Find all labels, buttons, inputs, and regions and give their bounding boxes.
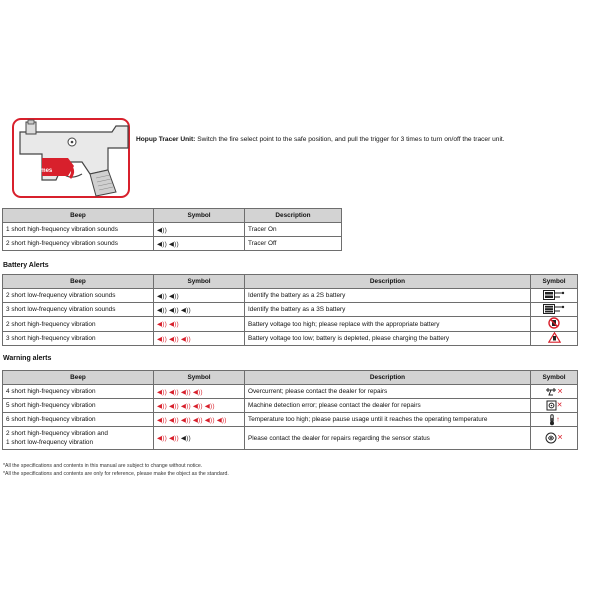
vibration-sound-icon: ◀)) — [168, 335, 181, 343]
beep-line: 2 short high-frequency vibration and — [6, 430, 108, 437]
beep-symbol — [154, 317, 245, 332]
footnote: *All the specifications and contents in this manual are subject to change without notice. — [3, 463, 203, 469]
description-cell: Identify the battery as a 3S battery — [245, 303, 531, 317]
beep-symbol — [154, 332, 245, 346]
description-cell: Tracer Off — [245, 237, 342, 251]
vibration-sound-icon: ◀)) — [157, 416, 169, 424]
vibration-sound-icon: ◀)) — [168, 306, 181, 314]
vibration-sound-icon: ◀)) — [216, 416, 227, 424]
beep-cell: 3 short low-frequency vibration sounds — [3, 303, 154, 317]
table-row — [3, 289, 578, 303]
table-row — [3, 413, 578, 427]
beep-cell: 2 short high-frequency vibration sounds — [3, 237, 154, 251]
vibration-sound-icon: ◀)) — [168, 292, 179, 300]
vibration-sound-icon: ◀)) — [157, 435, 169, 442]
description-cell: Battery voltage too high; please replace with the appropriate battery — [245, 317, 531, 332]
table-header-row — [3, 371, 578, 385]
hopup-instruction — [136, 136, 505, 143]
table-row — [3, 317, 578, 332]
vibration-sound-icon: ◀)) — [157, 306, 169, 314]
vibration-sound-icon: ◀)) — [204, 402, 215, 410]
description-cell: Identify the battery as a 2S battery — [245, 289, 531, 303]
vibration-sound-icon: ◀)) — [192, 388, 203, 396]
col-header: Description — [245, 209, 342, 223]
beep-cell: 2 short high-frequency vibration — [3, 317, 154, 332]
col-header: Symbol — [154, 275, 245, 289]
battery-warning-icon — [531, 332, 578, 346]
beep-symbol — [154, 399, 245, 413]
battery-table — [2, 274, 578, 346]
beep-cell: 3 short high-frequency vibration — [3, 332, 154, 346]
description-cell: Overcurrent; please contact the dealer for repairs — [245, 385, 531, 399]
description-cell: Temperature too high; please pause usage until it reaches the operating temperature — [245, 413, 531, 427]
warning-table — [2, 370, 578, 450]
col-header: Description — [245, 275, 531, 289]
vibration-sound-icon: ◀)) — [180, 306, 191, 314]
col-header: Beep — [3, 275, 154, 289]
beep-symbol — [154, 289, 245, 303]
beep-cell: 1 short high-frequency vibration sounds — [3, 223, 154, 237]
col-header: Beep — [3, 209, 154, 223]
table-row — [3, 332, 578, 346]
vibration-sound-icon: ◀)) — [157, 292, 169, 300]
vibration-sound-icon: ◀)) — [157, 388, 169, 396]
description-cell: Please contact the dealer for repairs regarding the sensor status — [245, 427, 531, 450]
vibration-sound-icon: ◀)) — [192, 416, 205, 424]
table-header-row — [3, 275, 578, 289]
vibration-sound-icon: ◀)) — [168, 402, 181, 410]
beep-symbol — [154, 303, 245, 317]
vibration-sound-icon: ◀)) — [192, 402, 205, 410]
beep-cell: 4 short high-frequency vibration — [3, 385, 154, 399]
table-row — [3, 399, 578, 413]
tracer-table — [2, 208, 342, 251]
col-header: Beep — [3, 371, 154, 385]
overcurrent-icon: ✕ — [531, 385, 578, 399]
vibration-sound-icon: ◀)) — [204, 416, 217, 424]
beep-symbol — [154, 427, 245, 450]
beep-cell: 5 short high-frequency vibration — [3, 399, 154, 413]
sensor-error-icon: ✕ — [531, 427, 578, 450]
table-row — [3, 427, 578, 450]
col-header: Description — [245, 371, 531, 385]
beep-cell — [3, 427, 154, 450]
col-header: Symbol — [154, 371, 245, 385]
warning-section-title: Warning alerts — [3, 355, 52, 362]
table-row — [3, 385, 578, 399]
beep-symbol — [154, 385, 245, 399]
vibration-sound-icon: ◀)) — [157, 402, 169, 410]
beep-symbol — [154, 413, 245, 427]
hopup-text: Switch the fire select point to the safe position, and pull the trigger for 3 times to turn on/off the tracer unit. — [195, 136, 505, 143]
table-header-row — [3, 209, 342, 223]
callout-label: 3 Times — [30, 168, 53, 174]
vibration-sound-icon: ◀)) — [168, 435, 181, 442]
battery-section-title: Battery Alerts — [3, 262, 49, 269]
machine-error-icon: ✕ — [531, 399, 578, 413]
vibration-sound-icon: ◀)) — [180, 416, 193, 424]
vibration-sound-icon: ◀)) — [180, 388, 193, 396]
beep-line: 1 short low-frequency vibration — [6, 439, 94, 446]
description-cell: Machine detection error; please contact the dealer for repairs — [245, 399, 531, 413]
vibration-sound-icon: ◀)) — [168, 416, 181, 424]
vibration-sound-icon: ◀)) — [168, 321, 179, 328]
table-row — [3, 223, 342, 237]
col-header: Symbol — [531, 371, 578, 385]
temperature-icon: ↑ — [531, 413, 578, 427]
description-cell: Tracer On — [245, 223, 342, 237]
beep-cell: 2 short low-frequency vibration sounds — [3, 289, 154, 303]
col-header: Symbol — [531, 275, 578, 289]
vibration-sound-icon: ◀)) — [168, 388, 181, 396]
col-header: Symbol — [154, 209, 245, 223]
beep-cell: 6 short high-frequency vibration — [3, 413, 154, 427]
description-cell: Battery voltage too low; battery is depleted, please charging the battery — [245, 332, 531, 346]
battery-3s-icon — [531, 303, 578, 317]
battery-2s-icon — [531, 289, 578, 303]
vibration-sound-icon: ◀)) — [157, 321, 169, 328]
table-row — [3, 303, 578, 317]
footnote: *All the specifications and contents are only for reference, please make the object as the standard. — [3, 471, 229, 477]
vibration-sound-icon: ◀)) — [180, 335, 191, 343]
table-row — [3, 237, 342, 251]
hopup-heading: Hopup Tracer Unit: — [136, 136, 196, 143]
battery-prohibited-icon — [531, 317, 578, 332]
vibration-sound-icon: ◀)) — [180, 435, 191, 442]
beep-symbol: ◀)) — [154, 223, 245, 237]
vibration-sound-icon: ◀)) — [157, 335, 169, 343]
vibration-sound-icon: ◀)) — [180, 402, 193, 410]
hopup-illustration — [12, 118, 130, 198]
beep-symbol: ◀)) ◀)) — [154, 237, 245, 251]
